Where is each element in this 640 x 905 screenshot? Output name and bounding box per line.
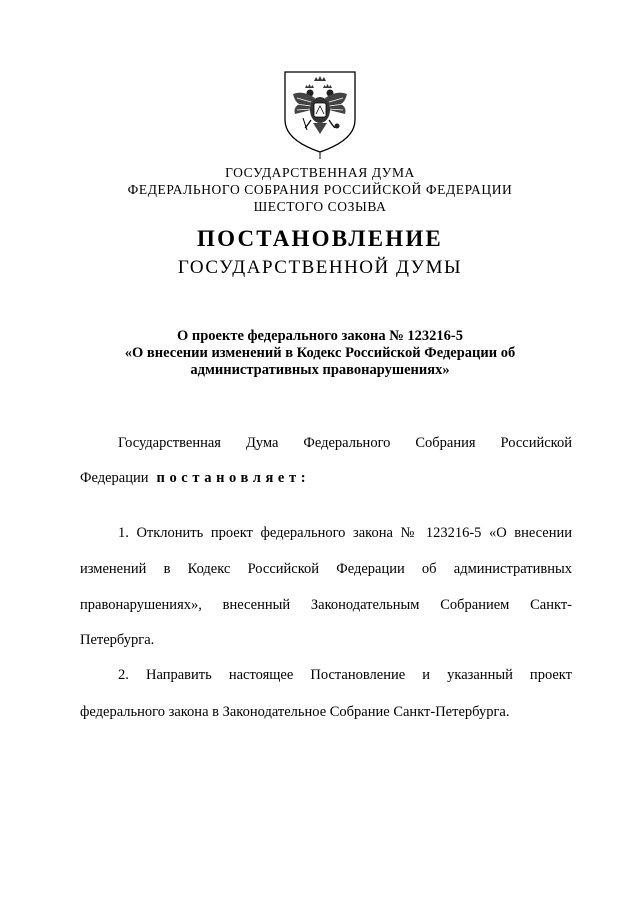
item1-line: изменений в Кодекс Российской Федерации об административных — [80, 561, 572, 577]
item2-line: федерального закона в Законодательное Собрание Санкт-Петербурга. — [80, 704, 510, 720]
document-issuer-subtitle: ГОСУДАРСТВЕННОЙ ДУМЫ — [177, 257, 463, 278]
preamble-text: Федерации — [80, 470, 149, 486]
resolution-subject — [60, 328, 580, 379]
preamble-line — [80, 470, 572, 487]
item2-line: 2. Направить настоящее Постановление и указанный проект — [118, 667, 572, 683]
preamble-line: Государственная Дума Федерального Собрания Российской — [118, 435, 572, 451]
subject-line: административных правонарушениях» — [190, 362, 450, 378]
convocation: ШЕСТОГО СОЗЫВА — [253, 199, 387, 214]
duma-name: ГОСУДАРСТВЕННАЯ ДУМА — [225, 165, 415, 180]
decision-verb: постановляет: — [156, 470, 311, 486]
coat-of-arms-icon — [281, 68, 359, 160]
subject-line: «О внесении изменений в Кодекс Российской Федерации об — [124, 345, 516, 361]
item1-line: правонарушениях», внесенный Законодательным Собранием Санкт- — [80, 597, 572, 613]
document-type-title: ПОСТАНОВЛЕНИЕ — [197, 226, 443, 251]
item1-line: Петербурга. — [80, 632, 155, 648]
item1-line: 1. Отклонить проект федерального закона № 123216-5 «О внесении — [118, 525, 572, 541]
federal-assembly-name: ФЕДЕРАЛЬНОГО СОБРАНИЯ РОССИЙСКОЙ ФЕДЕРАЦИИ — [127, 182, 513, 197]
subject-line: О проекте федерального закона № 123216-5 — [176, 328, 464, 344]
